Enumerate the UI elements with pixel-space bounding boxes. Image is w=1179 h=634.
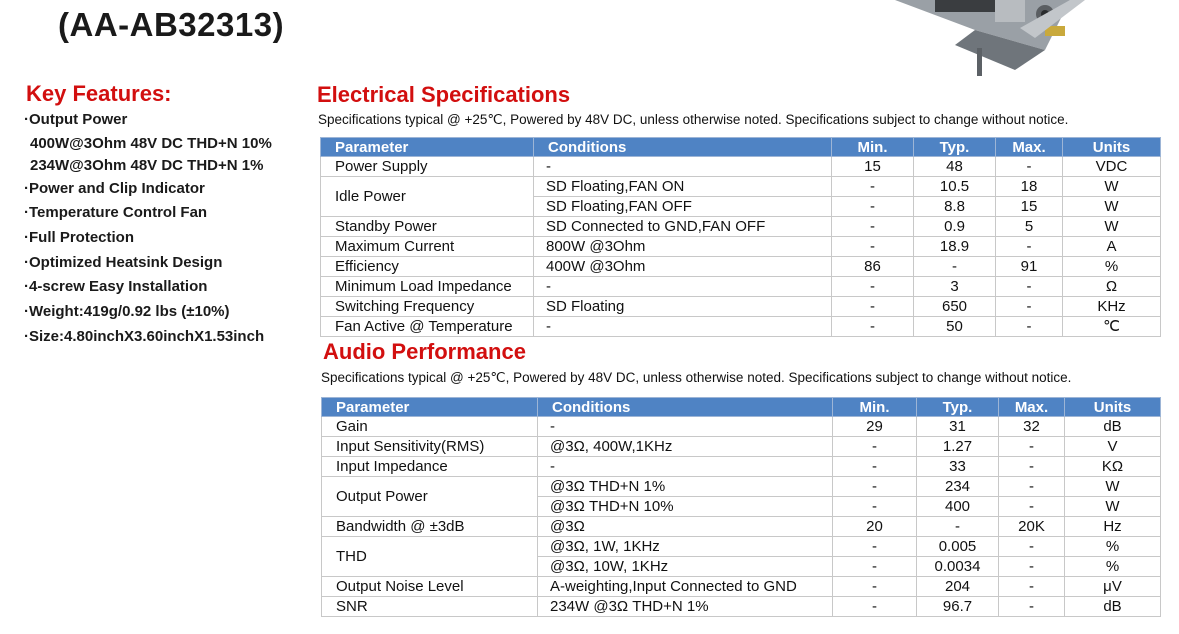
conditions-cell: - <box>534 317 832 337</box>
min-cell: - <box>833 557 917 577</box>
max-cell: - <box>999 437 1065 457</box>
typ-cell: 1.27 <box>917 437 999 457</box>
max-cell: - <box>999 497 1065 517</box>
param-cell: Idle Power <box>321 177 534 217</box>
electrical-spec-table <box>320 137 1161 337</box>
conditions-cell: SD Floating,FAN OFF <box>534 197 832 217</box>
feature-item: ·Full Protection <box>24 229 134 247</box>
feature-item: ·Temperature Control Fan <box>24 204 208 222</box>
param-cell: Minimum Load Impedance <box>321 277 534 297</box>
unit-cell: W <box>1063 217 1161 237</box>
min-cell: 86 <box>832 257 914 277</box>
table-row <box>322 437 1161 457</box>
col-header-units: Units <box>1063 138 1161 157</box>
min-cell: 20 <box>833 517 917 537</box>
key-features-title: Key Features: <box>26 81 172 106</box>
typ-cell: 18.9 <box>914 237 996 257</box>
col-header-units: Units <box>1065 398 1161 417</box>
max-cell: - <box>999 537 1065 557</box>
unit-cell: dB <box>1065 597 1161 617</box>
conditions-cell: SD Floating,FAN ON <box>534 177 832 197</box>
table-row <box>321 257 1161 277</box>
col-header-max: Max. <box>999 398 1065 417</box>
min-cell: - <box>832 237 914 257</box>
min-cell: - <box>832 297 914 317</box>
typ-cell: 31 <box>917 417 999 437</box>
min-cell: - <box>833 497 917 517</box>
min-cell: - <box>833 457 917 477</box>
unit-cell: A <box>1063 237 1161 257</box>
unit-cell: % <box>1065 537 1161 557</box>
max-cell: 20K <box>999 517 1065 537</box>
max-cell: - <box>996 237 1063 257</box>
param-cell: Gain <box>322 417 538 437</box>
table-row <box>322 417 1161 437</box>
typ-cell: 96.7 <box>917 597 999 617</box>
conditions-cell: @3Ω, 400W,1KHz <box>538 437 833 457</box>
typ-cell: 48 <box>914 157 996 177</box>
unit-cell: VDC <box>1063 157 1161 177</box>
param-cell: Power Supply <box>321 157 534 177</box>
max-cell: 15 <box>996 197 1063 217</box>
max-cell: - <box>999 457 1065 477</box>
table-row <box>322 537 1161 557</box>
conditions-cell: - <box>534 277 832 297</box>
max-cell: 32 <box>999 417 1065 437</box>
audio-spec-table <box>321 397 1161 617</box>
max-cell: - <box>996 157 1063 177</box>
max-cell: - <box>999 577 1065 597</box>
audio-title: Audio Performance <box>323 339 526 364</box>
typ-cell: 3 <box>914 277 996 297</box>
typ-cell: 10.5 <box>914 177 996 197</box>
col-header-typ: Typ. <box>914 138 996 157</box>
min-cell: - <box>833 577 917 597</box>
audio-note: Specifications typical @ +25℃, Powered by 48V DC, unless otherwise noted. Specifications subject to change without notice. <box>321 370 1072 385</box>
max-cell: - <box>999 477 1065 497</box>
conditions-cell: 400W @3Ohm <box>534 257 832 277</box>
typ-cell: 0.9 <box>914 217 996 237</box>
unit-cell: dB <box>1065 417 1161 437</box>
typ-cell: - <box>917 517 999 537</box>
table-row <box>321 217 1161 237</box>
min-cell: - <box>833 597 917 617</box>
table-row <box>321 157 1161 177</box>
unit-cell: % <box>1065 557 1161 577</box>
model-title: (AA-AB32313) <box>58 6 285 43</box>
table-row <box>321 277 1161 297</box>
table-header-row <box>321 138 1161 157</box>
param-cell: Input Sensitivity(RMS) <box>322 437 538 457</box>
min-cell: - <box>832 317 914 337</box>
typ-cell: 8.8 <box>914 197 996 217</box>
unit-cell: W <box>1065 497 1161 517</box>
param-cell: SNR <box>322 597 538 617</box>
conditions-cell: - <box>538 457 833 477</box>
param-cell: Maximum Current <box>321 237 534 257</box>
col-header-max: Max. <box>996 138 1063 157</box>
param-cell: Standby Power <box>321 217 534 237</box>
unit-cell: Hz <box>1065 517 1161 537</box>
unit-cell: KHz <box>1063 297 1161 317</box>
max-cell: - <box>996 317 1063 337</box>
unit-cell: KΩ <box>1065 457 1161 477</box>
min-cell: - <box>832 217 914 237</box>
col-header-min: Min. <box>833 398 917 417</box>
min-cell: - <box>832 277 914 297</box>
feature-item: ·Optimized Heatsink Design <box>24 253 223 271</box>
min-cell: - <box>833 537 917 557</box>
col-header-parameter: Parameter <box>322 398 538 417</box>
unit-cell: % <box>1063 257 1161 277</box>
max-cell: 91 <box>996 257 1063 277</box>
conditions-cell: @3Ω, 10W, 1KHz <box>538 557 833 577</box>
table-row <box>321 237 1161 257</box>
feature-item: ·4-screw Easy Installation <box>24 278 208 296</box>
col-header-parameter: Parameter <box>321 138 534 157</box>
max-cell: 5 <box>996 217 1063 237</box>
conditions-cell: @3Ω THD+N 1% <box>538 477 833 497</box>
feature-item: ·Output Power <box>24 111 128 128</box>
typ-cell: 400 <box>917 497 999 517</box>
conditions-cell: 234W @3Ω THD+N 1% <box>538 597 833 617</box>
feature-item: ·Power and Clip Indicator <box>24 179 205 197</box>
conditions-cell: @3Ω <box>538 517 833 537</box>
feature-subitem: 400W@3Ohm 48V DC THD+N 10% <box>30 134 272 152</box>
electrical-title: Electrical Specifications <box>317 82 571 107</box>
typ-cell: 50 <box>914 317 996 337</box>
table-row <box>322 517 1161 537</box>
unit-cell: μV <box>1065 577 1161 597</box>
typ-cell: 204 <box>917 577 999 597</box>
param-cell: Bandwidth @ ±3dB <box>322 517 538 537</box>
min-cell: 15 <box>832 157 914 177</box>
max-cell: - <box>996 297 1063 317</box>
min-cell: 29 <box>833 417 917 437</box>
min-cell: - <box>832 197 914 217</box>
table-row <box>322 457 1161 477</box>
unit-cell: W <box>1063 197 1161 217</box>
max-cell: 18 <box>996 177 1063 197</box>
typ-cell: 650 <box>914 297 996 317</box>
typ-cell: 0.005 <box>917 537 999 557</box>
typ-cell: 0.0034 <box>917 557 999 577</box>
col-header-min: Min. <box>832 138 914 157</box>
table-row <box>321 317 1161 337</box>
unit-cell: W <box>1063 177 1161 197</box>
typ-cell: 33 <box>917 457 999 477</box>
conditions-cell: @3Ω THD+N 10% <box>538 497 833 517</box>
max-cell: - <box>999 597 1065 617</box>
conditions-cell: - <box>534 157 832 177</box>
conditions-cell: - <box>538 417 833 437</box>
unit-cell: Ω <box>1063 277 1161 297</box>
table-header-row <box>322 398 1161 417</box>
param-cell: Switching Frequency <box>321 297 534 317</box>
param-cell: Output Noise Level <box>322 577 538 597</box>
typ-cell: - <box>914 257 996 277</box>
conditions-cell: SD Floating <box>534 297 832 317</box>
param-cell: Efficiency <box>321 257 534 277</box>
conditions-cell: @3Ω, 1W, 1KHz <box>538 537 833 557</box>
feature-item: ·Size:4.80inchX3.60inchX1.53inch <box>24 327 265 345</box>
unit-cell: W <box>1065 477 1161 497</box>
conditions-cell: SD Connected to GND,FAN OFF <box>534 217 832 237</box>
param-cell: Input Impedance <box>322 457 538 477</box>
table-row <box>321 177 1161 197</box>
min-cell: - <box>832 177 914 197</box>
key-features-list <box>24 108 272 350</box>
electrical-note: Specifications typical @ +25℃, Powered by 48V DC, unless otherwise noted. Specifications subject to change without notice. <box>318 112 1069 127</box>
conditions-cell: 800W @3Ohm <box>534 237 832 257</box>
col-header-typ: Typ. <box>917 398 999 417</box>
unit-cell: ℃ <box>1063 317 1161 337</box>
param-cell: Output Power <box>322 477 538 517</box>
param-cell: Fan Active @ Temperature <box>321 317 534 337</box>
product-image <box>895 0 1125 78</box>
feature-subitem: 234W@3Ohm 48V DC THD+N 1% <box>30 156 264 174</box>
table-row <box>322 577 1161 597</box>
col-header-conditions: Conditions <box>534 138 832 157</box>
min-cell: - <box>833 477 917 497</box>
conditions-cell: A-weighting,Input Connected to GND <box>538 577 833 597</box>
min-cell: - <box>833 437 917 457</box>
table-row <box>321 297 1161 317</box>
typ-cell: 234 <box>917 477 999 497</box>
feature-item: ·Weight:419g/0.92 lbs (±10%) <box>24 303 230 321</box>
table-row <box>322 477 1161 497</box>
max-cell: - <box>996 277 1063 297</box>
col-header-conditions: Conditions <box>538 398 833 417</box>
param-cell: THD <box>322 537 538 577</box>
max-cell: - <box>999 557 1065 577</box>
table-row <box>322 597 1161 617</box>
unit-cell: V <box>1065 437 1161 457</box>
